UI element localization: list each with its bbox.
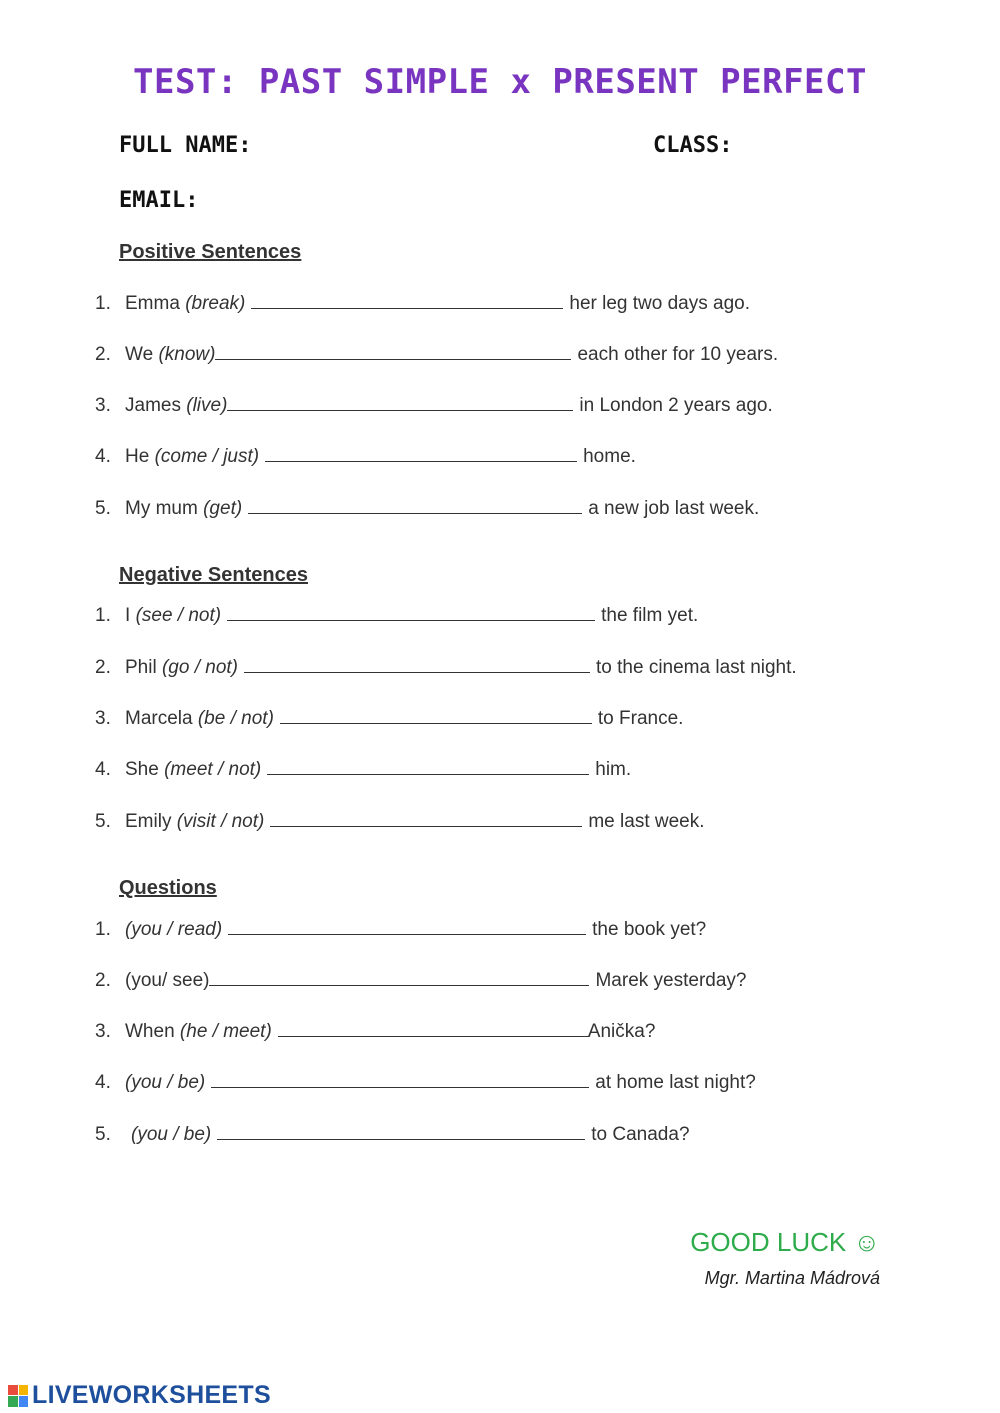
item-ending: in London 2 years ago.: [579, 395, 773, 416]
item-verb-hint: (break): [185, 293, 246, 314]
positive-item-5: [95, 498, 759, 520]
item-number: 1.: [95, 919, 111, 940]
item-verb-hint: (know): [158, 344, 216, 365]
good-luck-text: GOOD LUCK ☺: [690, 1227, 880, 1257]
item-number: 3.: [95, 395, 111, 416]
answer-blank[interactable]: [227, 619, 595, 621]
answer-blank[interactable]: [209, 984, 589, 986]
item-subject: Emma: [125, 293, 180, 314]
item-subject: He: [125, 446, 150, 467]
item-ending: home.: [583, 446, 636, 467]
author-signature: Mgr. Martina Mádrová: [704, 1268, 880, 1288]
answer-blank[interactable]: [278, 1035, 588, 1037]
negative-item-2: [95, 657, 797, 679]
class-label: CLASS:: [653, 133, 733, 158]
brand-text: LIVEWORKSHEETS: [32, 1381, 271, 1409]
item-ending: me last week.: [588, 811, 705, 832]
answer-blank[interactable]: [227, 409, 573, 411]
item-ending: a new job last week.: [588, 498, 760, 519]
negative-item-4: [95, 759, 631, 781]
item-verb-hint: (go / not): [161, 657, 239, 678]
positive-item-2: [95, 344, 778, 366]
item-ending: the film yet.: [601, 605, 699, 626]
question-item-3: [95, 1021, 655, 1043]
question-item-2: [95, 970, 747, 992]
answer-blank[interactable]: [215, 358, 571, 360]
item-ending: Anička?: [587, 1021, 656, 1042]
item-subject: When: [125, 1021, 175, 1042]
answer-blank[interactable]: [244, 671, 590, 673]
answer-blank[interactable]: [217, 1138, 585, 1140]
liveworksheets-logo-icon: [8, 1385, 28, 1407]
item-number: 5.: [95, 498, 111, 519]
positive-sentences-heading: Positive Sentences: [119, 241, 302, 263]
item-number: 4.: [95, 759, 111, 780]
answer-blank[interactable]: [211, 1086, 589, 1088]
liveworksheets-brand[interactable]: [8, 1381, 271, 1410]
question-item-4: [95, 1072, 756, 1094]
item-verb-hint: (be / not): [197, 708, 274, 729]
questions-heading: Questions: [119, 877, 217, 899]
answer-blank[interactable]: [251, 307, 563, 309]
negative-item-3: [95, 708, 683, 730]
negative-item-1: [95, 605, 698, 627]
item-subject: I: [125, 605, 131, 626]
negative-sentences-heading: Negative Sentences: [119, 564, 308, 586]
answer-blank[interactable]: [267, 773, 589, 775]
item-verb-hint: (meet / not): [164, 759, 262, 780]
item-number: 2.: [95, 970, 111, 991]
item-verb-hint: (you / be): [125, 1072, 206, 1093]
item-verb-hint: (you / read): [125, 919, 223, 940]
item-ending: the book yet?: [592, 919, 707, 940]
item-number: 1.: [95, 293, 111, 314]
negative-item-5: [95, 811, 705, 833]
full-name-label: FULL NAME:: [119, 133, 252, 158]
item-verb-hint: (get): [203, 498, 243, 519]
item-subject: My mum: [125, 498, 198, 519]
positive-item-4: [95, 446, 636, 468]
item-ending: to France.: [597, 708, 684, 729]
item-ending: to the cinema last night.: [596, 657, 797, 678]
worksheet-title: TEST: PAST SIMPLE x PRESENT PERFECT: [133, 62, 867, 102]
positive-item-1: [95, 293, 750, 315]
item-number: 3.: [95, 708, 111, 729]
question-item-5: [95, 1124, 690, 1146]
item-verb-hint: (come / just): [154, 446, 260, 467]
item-number: 5.: [95, 811, 111, 832]
item-ending: him.: [595, 759, 632, 780]
item-subject: She: [125, 759, 159, 780]
item-ending: to Canada?: [591, 1124, 690, 1145]
item-verb-hint: (he / meet): [179, 1021, 272, 1042]
answer-blank[interactable]: [228, 933, 586, 935]
item-number: 3.: [95, 1021, 111, 1042]
positive-item-3: [95, 395, 773, 417]
answer-blank[interactable]: [248, 512, 582, 514]
item-ending: Marek yesterday?: [595, 970, 747, 991]
item-ending: each other for 10 years.: [577, 344, 779, 365]
item-verb-hint: (live): [186, 395, 228, 416]
item-subject: James: [125, 395, 181, 416]
item-number: 4.: [95, 446, 111, 467]
answer-blank[interactable]: [280, 722, 592, 724]
item-subject: Emily: [125, 811, 172, 832]
item-subject: (you/ see): [125, 970, 210, 991]
item-subject: Marcela: [125, 708, 193, 729]
item-number: 5.: [95, 1124, 111, 1145]
answer-blank[interactable]: [265, 460, 577, 462]
item-verb-hint: (visit / not): [176, 811, 265, 832]
email-label: EMAIL:: [119, 188, 199, 213]
question-item-1: [95, 919, 706, 941]
item-number: 2.: [95, 344, 111, 365]
item-verb-hint: (see / not): [135, 605, 222, 626]
item-ending: her leg two days ago.: [569, 293, 750, 314]
item-number: 1.: [95, 605, 111, 626]
item-subject: Phil: [125, 657, 157, 678]
item-subject: We: [125, 344, 154, 365]
item-ending: at home last night?: [595, 1072, 756, 1093]
item-verb-hint: (you / be): [131, 1124, 212, 1145]
answer-blank[interactable]: [270, 825, 582, 827]
item-number: 4.: [95, 1072, 111, 1093]
item-number: 2.: [95, 657, 111, 678]
